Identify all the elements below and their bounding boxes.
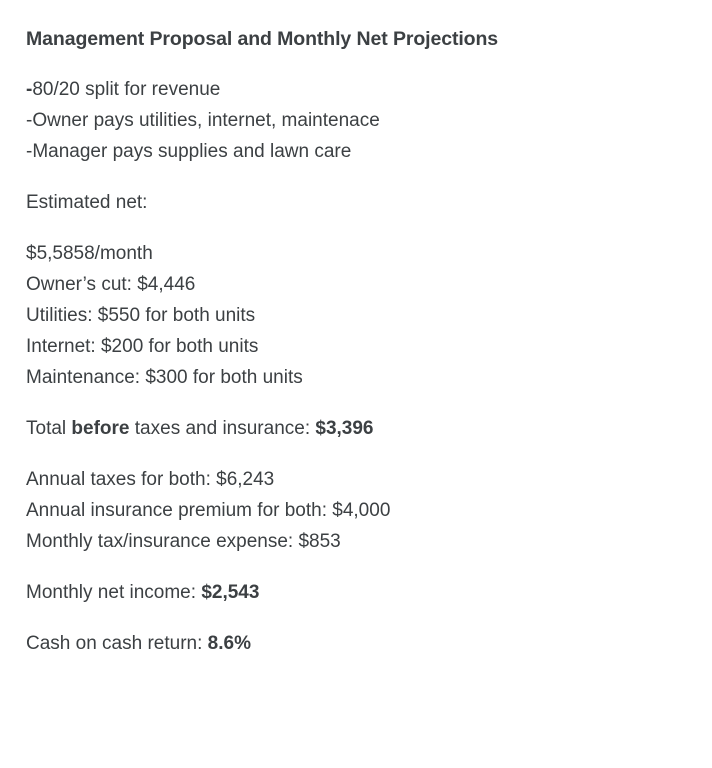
monthly-tax-insurance: Monthly tax/insurance expense: $853: [26, 531, 341, 553]
page-title: Management Proposal and Monthly Net Projections: [26, 28, 499, 50]
annual-insurance: Annual insurance premium for both: $4,000: [26, 500, 391, 522]
figure-owners-cut: Owner’s cut: $4,446: [26, 274, 196, 296]
figure-utilities: Utilities: $550 for both units: [26, 305, 256, 327]
total-prefix: Total: [26, 418, 72, 440]
spacer: [26, 393, 688, 413]
spacer: [26, 608, 688, 628]
figure-maintenance: Maintenance: $300 for both units: [26, 367, 303, 389]
term-line-1: [26, 74, 688, 105]
total-value: $3,396: [315, 418, 374, 440]
annual-taxes: Annual taxes for both: $6,243: [26, 469, 275, 491]
monthly-net-value: $2,543: [201, 582, 260, 604]
term-dash: -: [26, 79, 33, 101]
term-line-2: -Owner pays utilities, internet, maintenace: [26, 110, 380, 132]
terms-block: [26, 74, 688, 167]
monthly-net-income-line: [26, 577, 688, 608]
spacer: [26, 444, 688, 464]
total-emphasis: before: [71, 418, 130, 440]
cash-on-cash-line: [26, 628, 688, 659]
figures-block: [26, 238, 688, 393]
spacer: [26, 557, 688, 577]
total-middle: taxes and insurance:: [129, 418, 316, 440]
figure-monthly-gross: $5,5858/month: [26, 243, 153, 265]
cash-on-cash-value: 8.6%: [207, 633, 251, 655]
spacer: [26, 52, 688, 74]
cash-on-cash-label: Cash on cash return:: [26, 633, 208, 655]
annual-block: [26, 464, 688, 557]
total-before-taxes-line: [26, 413, 688, 444]
monthly-net-label: Monthly net income:: [26, 582, 202, 604]
spacer: [26, 167, 688, 187]
estimated-net-label: Estimated net:: [26, 192, 148, 214]
figure-internet: Internet: $200 for both units: [26, 336, 259, 358]
term-text-1: 80/20 split for revenue: [32, 79, 221, 101]
term-line-3: -Manager pays supplies and lawn care: [26, 141, 352, 163]
spacer: [26, 218, 688, 238]
